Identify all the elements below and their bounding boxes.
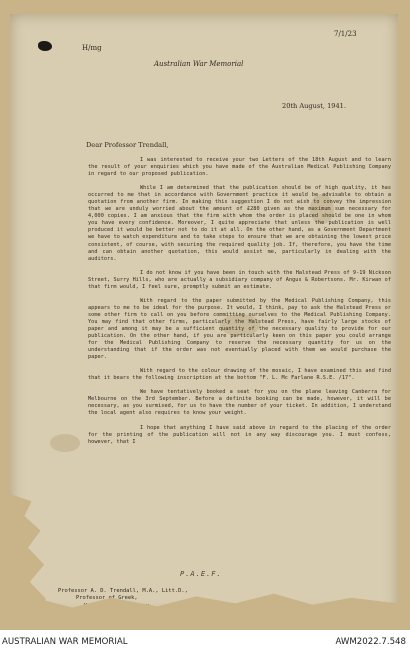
letter-page [10, 14, 398, 616]
paragraph: I was interested to receive your two Letters of the 18th August and to learn the result of your enquiries which you have made of the Australian Medical Publishing Company in regard to our proposed publication. [88, 157, 391, 178]
address-line: Professor A. D. Trendall, M.A., Litt.D., [58, 588, 188, 594]
reference-code: H/mg [82, 44, 102, 52]
letter-body [88, 157, 391, 453]
letter-date: 20th August, 1941. [282, 102, 346, 110]
paragraph: I hope that anything I have said above in regard to the placing of the order for the printing of the publication will not in any way discourage you. I must confess, however, that I [88, 424, 391, 445]
paragraph: While I am determined that the publication should be of high quality, it has occurred to me that in accordance with Government practice it would be advisable to obtain a quotation from another firm. In making this suggestion I do not wish to convey the impression that we are unduly worried about the amount of £280 given as the maximum sum necessary for 4,000 copies. I am anxious that the firm with whom the order is placed should be one in whom you have every confidence. Moreover, I quite appreciate that unless the publication is well produced it would be better not to do it at all. On the other hand, as a Government Department we have to watch expenditure and to take steps to ensure that we are obtaining the lowest price consistent, of course, with securing the required quality job. If, therefore, you have the time and can obtain another quotation, this would assist me, particularly in dealing with the auditors. [88, 185, 391, 262]
institution-name: Australian War Memorial [154, 60, 244, 68]
salutation: Dear Professor Trendall, [86, 141, 169, 149]
torn-edge [10, 494, 46, 616]
file-stamp: 7/1/23 [334, 30, 357, 38]
paragraph: I do not know if you have been in touch with the Halstead Press of 9-19 Nickson Street, Surry Hills, who are actually a subsidiary company of Angus & Robertsons. Mr. Kirwan of that firm would, I feel sure, promptly submit an estimate. [88, 269, 391, 290]
address-line: Professor of Greek, [76, 595, 138, 602]
caption-bar [0, 630, 410, 653]
paragraph: We have tentatively booked a seat for you on the plane leaving Canberra for Melbourne on the 3rd September. Before a definite booking can be made, however, it will be necessary, as you surmised, for us to have the number of your ticket. In addition, I understand the local agent also requires to know your weight. [88, 389, 391, 417]
punch-hole [38, 41, 52, 51]
archive-name: AUSTRALIAN WAR MEMORIAL [2, 637, 128, 647]
stain [50, 434, 80, 452]
accession-number: AWM2022.7.548 [335, 637, 406, 647]
paragraph: With regard to the paper submitted by the Medical Publishing Company, this appears to me to be ideal for the purpose. It would, I think, pay to ask the Halstead Press or some other firm to call on you before committing ourselves to the Medical Publishing Company. You may find that other firms, particularly the Halstead Press, have fairly large stocks of paper and among it may be a sufficient quantity of the necessary quality to provide for our publication. On the other hand, if you are particularly keen on this paper you could arrange for the Medical Publishing Company to reserve the necessary quantity for us on the understanding that if the order was not eventually placed with them we would purchase the paper. [88, 297, 391, 361]
paragraph: With regard to the colour drawing of the mosaic, I have examined this and find that it bears the following inscription at the bottom "F. L. Mc Farlane R.S.E. /17". [88, 368, 391, 382]
signature-initials: P.A.E.F. [180, 570, 222, 578]
